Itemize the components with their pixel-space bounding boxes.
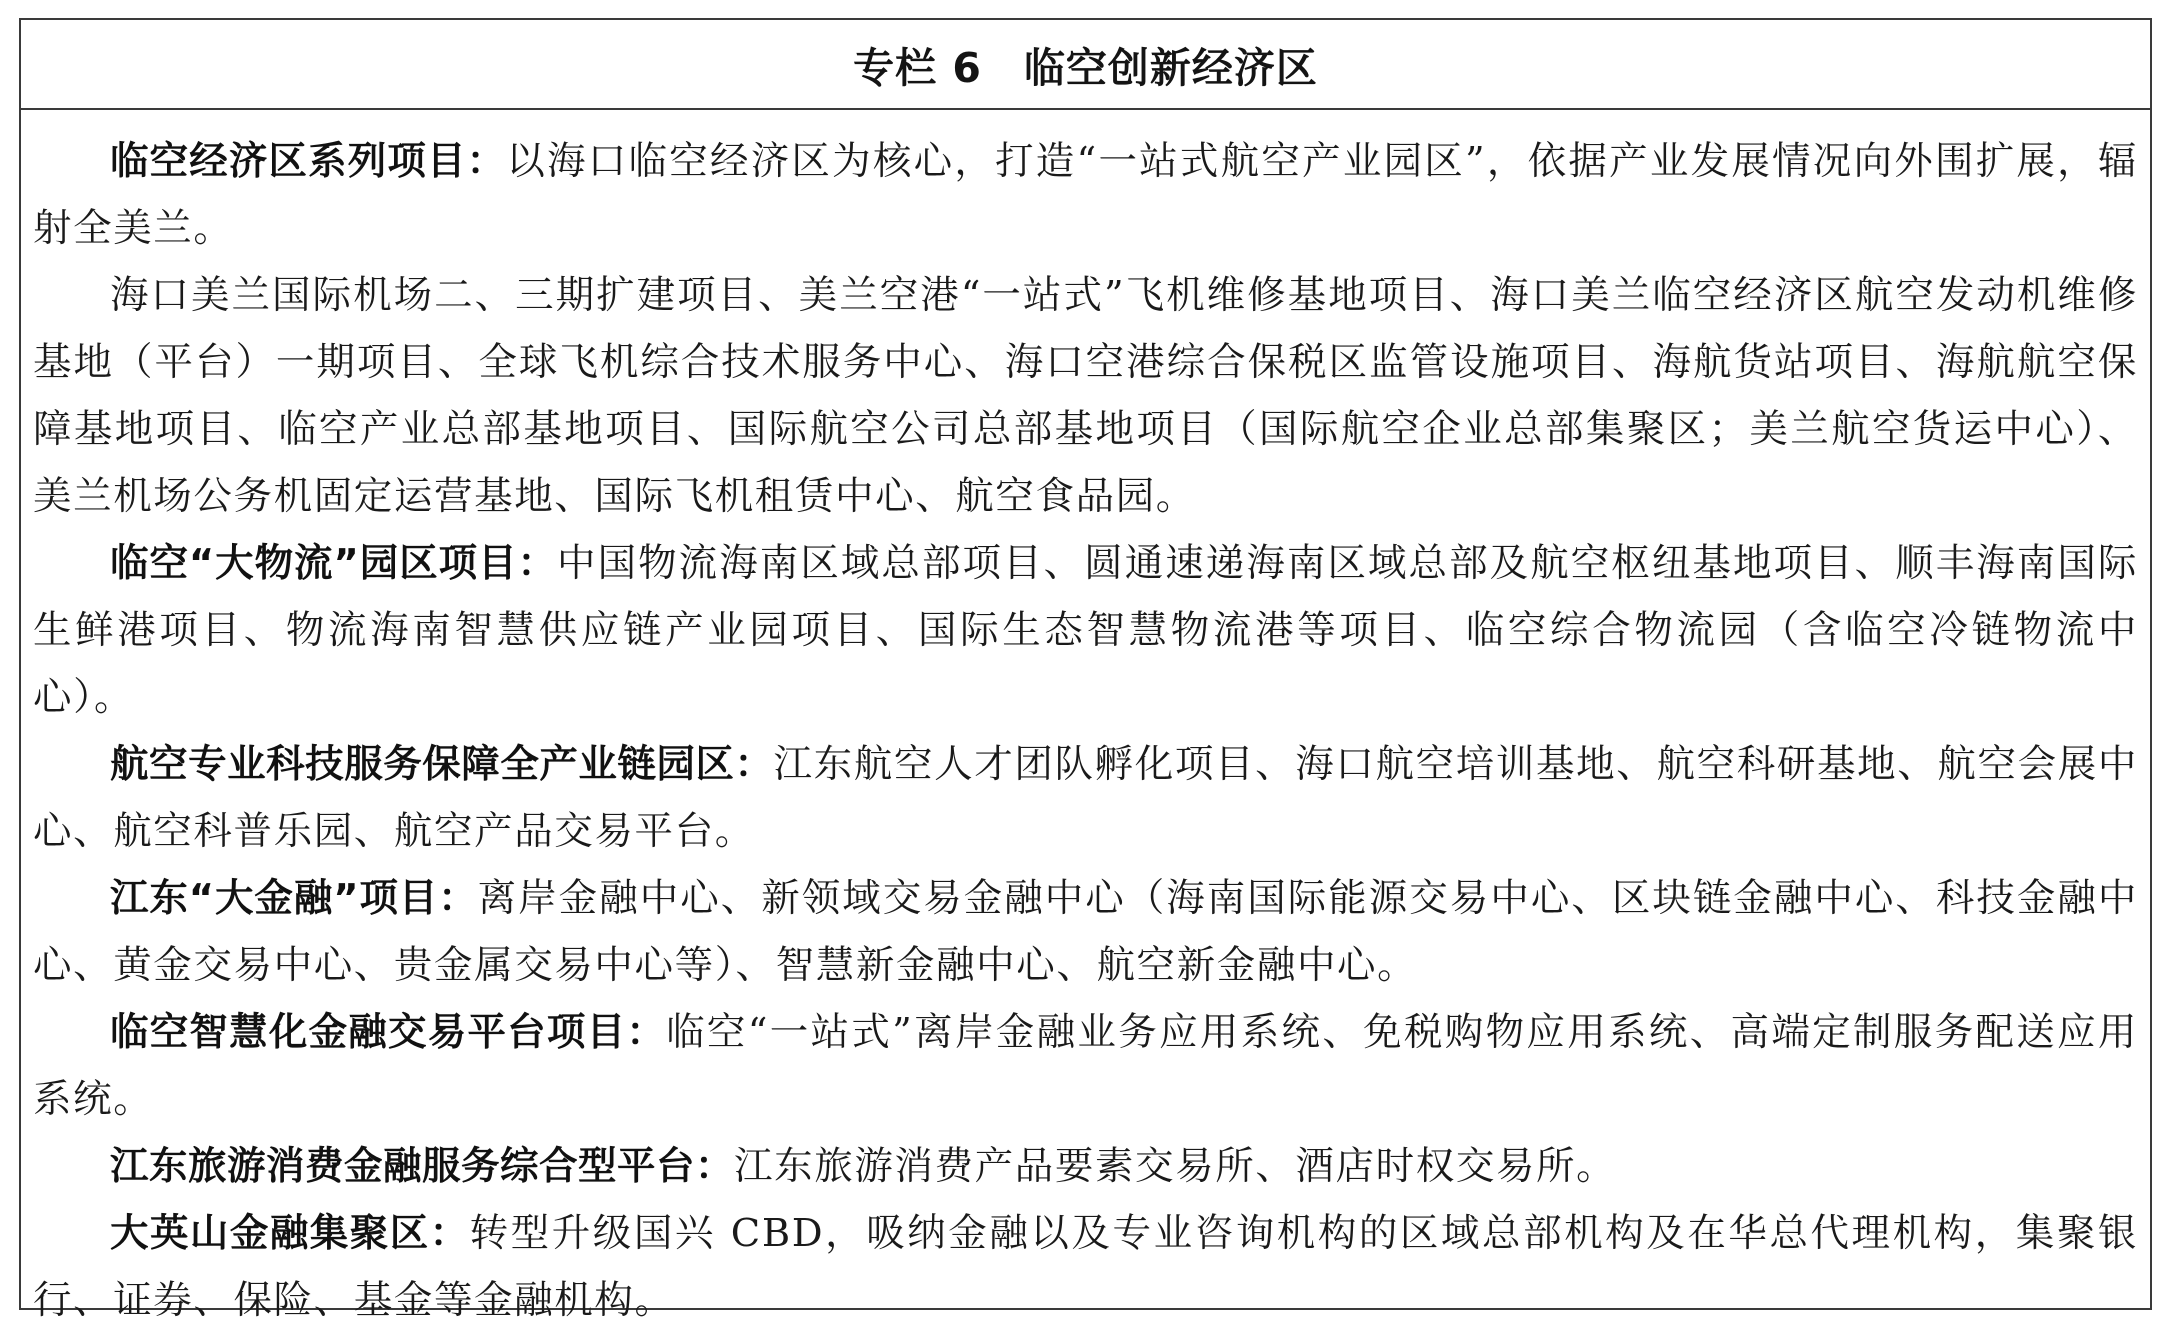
paragraph-dayingshan-finance — [33, 1200, 2138, 1334]
paragraph-lead: 大英山金融集聚区： — [110, 1211, 470, 1256]
paragraph-text: 江东航空人才团队孵化项目、海口航空培训基地、航空科研基地、航空会展中心、航空科普乐园、航空产品交易平台。 — [33, 742, 2138, 854]
paragraph-text: 转型升级国兴 CBD，吸纳金融以及专业咨询机构的区域总部机构及在华总代理机构，集聚银行、证券、保险、基金等金融机构。 — [33, 1211, 2138, 1323]
paragraph-tourism-finance-platform — [33, 1133, 2138, 1200]
column-title: 临空创新经济区 — [1023, 43, 1318, 92]
paragraph-text: 海口美兰国际机场二、三期扩建项目、美兰空港“一站式”飞机维修基地项目、海口美兰临空经济区航空发动机维修基地（平台）一期项目、全球飞机综合技术服务中心、海口空港综合保税区监管设施项目、海航货站项目、海航航空保障基地项目、临空产业总部基地项目、国际航空公司总部基地项目（国际航空企业总部集聚区；美兰航空货运中心）、美兰机场公务机固定运营基地、国际飞机租赁中心、航空食品园。 — [33, 273, 2138, 519]
paragraph-airport-economic-zone — [33, 128, 2138, 262]
paragraph-lead: 临空“大物流”园区项目： — [110, 541, 558, 586]
paragraph-lead: 江东“大金融”项目： — [110, 876, 478, 921]
paragraph-lead: 航空专业科技服务保障全产业链园区： — [110, 742, 774, 787]
paragraph-lead: 江东旅游消费金融服务综合型平台： — [110, 1144, 735, 1189]
paragraph-text: 以海口临空经济区为核心，打造“一站式航空产业园区”，依据产业发展情况向外围扩展，辐射全美兰。 — [33, 139, 2138, 251]
box-body — [21, 110, 2150, 1334]
box-header — [21, 20, 2150, 110]
paragraph-lead: 临空智慧化金融交易平台项目： — [110, 1010, 667, 1055]
paragraph-logistics-park — [33, 530, 2138, 731]
paragraph-text: 临空“一站式”离岸金融业务应用系统、免税购物应用系统、高端定制服务配送应用系统。 — [33, 1010, 2138, 1122]
column-box — [19, 18, 2152, 1323]
paragraph-smart-finance-platform — [33, 999, 2138, 1133]
paragraph-text: 中国物流海南区域总部项目、圆通速递海南区域总部及航空枢纽基地项目、顺丰海南国际生鲜港项目、物流海南智慧供应链产业园项目、国际生态智慧物流港等项目、临空综合物流园（含临空冷链物流中心）。 — [33, 541, 2139, 720]
paragraph-text: 江东旅游消费产品要素交易所、酒店时权交易所。 — [734, 1144, 1617, 1189]
column-label: 专栏 6 — [853, 43, 982, 92]
paragraph-text: 离岸金融中心、新领域交易金融中心（海南国际能源交易中心、区块链金融中心、科技金融中心、黄金交易中心、贵金属交易中心等）、智慧新金融中心、航空新金融中心。 — [33, 876, 2138, 988]
paragraph-jiangdong-finance — [33, 865, 2138, 999]
paragraph-project-list — [33, 262, 2138, 530]
paragraph-aviation-services-park — [33, 731, 2138, 865]
paragraph-lead: 临空经济区系列项目： — [110, 139, 507, 184]
